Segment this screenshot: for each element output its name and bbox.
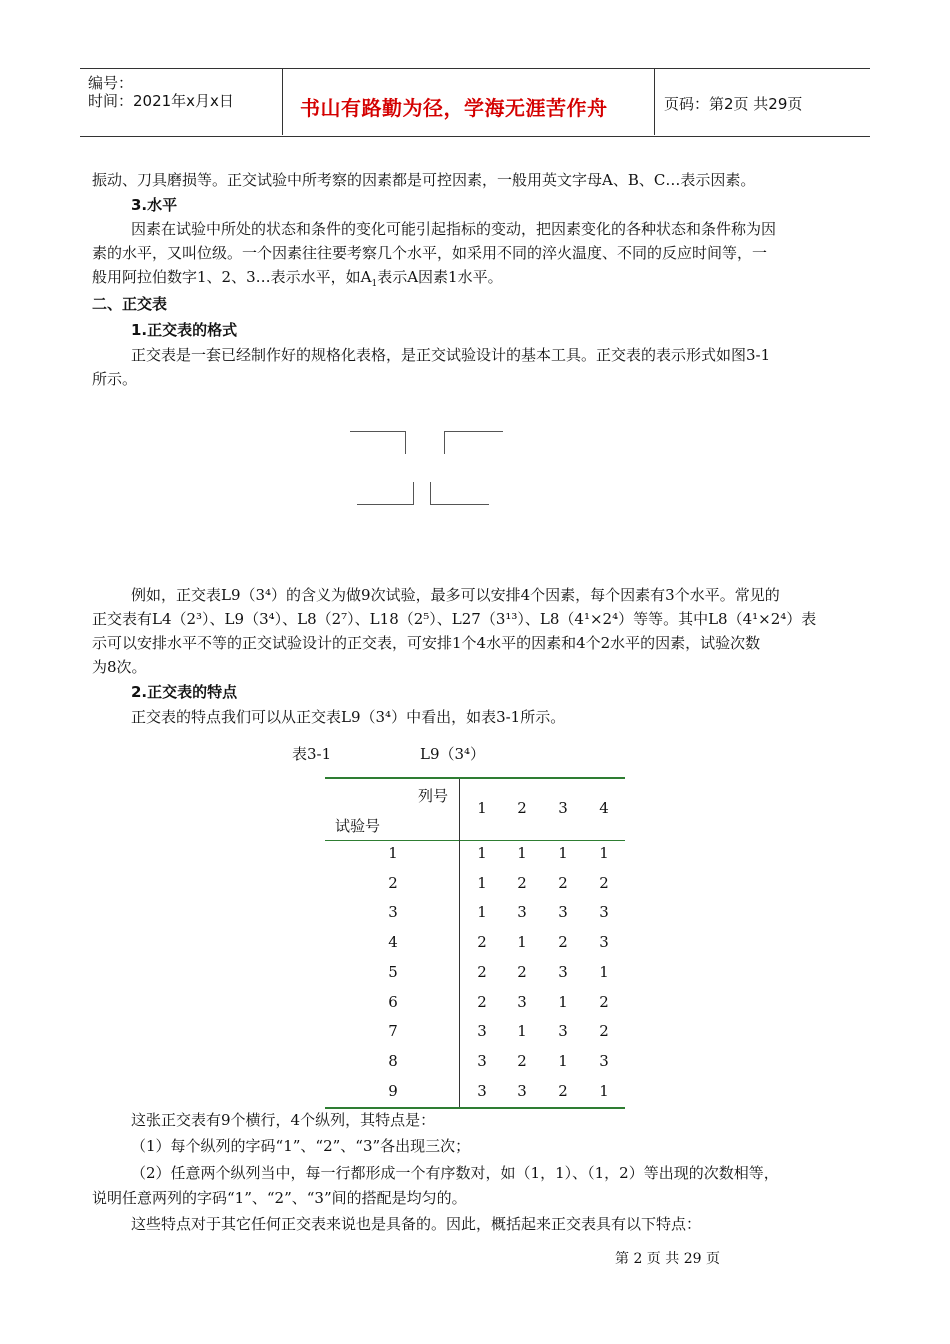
table-cell: 2: [558, 873, 568, 892]
figure-bracket: [350, 431, 406, 454]
table-cell: 2: [517, 873, 527, 892]
paragraph-level-line3: 般用阿拉伯数字1、2、3…表示水平，如$A_1$表示A因素1水平。: [92, 268, 503, 289]
table-cell: 3: [558, 962, 568, 981]
page-footer: 第 2 页 共 29 页: [615, 1251, 720, 1267]
table-cell: 1: [517, 933, 527, 952]
paragraph-example-line4: 为8次。: [92, 658, 147, 676]
trial-number: 5: [388, 962, 398, 981]
table-top-rule: [325, 777, 625, 779]
feature-item-1: （1）每个纵列的字码“1”、“2”、“3”各出现三次；: [131, 1137, 471, 1155]
table-cell: 2: [477, 992, 487, 1011]
page-info: 页码：第2页 共29页: [664, 95, 803, 113]
column-number: 1: [477, 799, 487, 817]
table-cell: 1: [477, 903, 487, 922]
trial-number: 4: [388, 933, 398, 952]
table-cell: 3: [599, 903, 609, 922]
table-cell: 3: [517, 992, 527, 1011]
table-cell: 3: [558, 903, 568, 922]
trial-number: 7: [388, 1022, 398, 1041]
table-cell: 2: [558, 933, 568, 952]
table-cell: 2: [477, 962, 487, 981]
trial-number: 2: [388, 873, 398, 892]
paragraph-level-line2: 素的水平，又叫位级。一个因素往往要考察几个水平，如采用不同的淬火温度、不同的反应时间等，一: [92, 244, 768, 262]
table-header-rule: [325, 840, 625, 841]
row-header-label: 试验号: [335, 817, 381, 835]
figure-bracket: [430, 482, 489, 505]
trial-number: 9: [388, 1081, 398, 1100]
table-cell: 1: [477, 873, 487, 892]
column-number: 2: [517, 799, 527, 817]
paragraph-level-line1: 因素在试验中所处的状态和条件的变化可能引起指标的变动，把因素变化的各种状态和条件称为因: [131, 220, 777, 238]
table-cell: 3: [477, 1022, 487, 1041]
trial-number: 3: [388, 903, 398, 922]
table-cell: 3: [477, 1051, 487, 1070]
paragraph-general-features: 这些特点对于其它任何正交表来说也是具备的。因此，概括起来正交表具有以下特点：: [131, 1215, 702, 1233]
paragraph-format-line1: 正交表是一套已经制作好的规格化表格，是正交试验设计的基本工具。正交表的表示形式如图3-1: [131, 346, 771, 364]
table-cell: 2: [599, 873, 609, 892]
table-cell: 1: [558, 1051, 568, 1070]
table-cell: 1: [558, 992, 568, 1011]
paragraph-features-intro: 正交表的特点我们可以从正交表L9（3⁴）中看出，如表3-1所示。: [131, 708, 566, 726]
table-cell: 2: [599, 1022, 609, 1041]
paragraph-table-summary: 这张正交表有9个横行，4个纵列，其特点是：: [131, 1111, 436, 1129]
trial-number: 8: [388, 1051, 398, 1070]
feature-item-2-line1: （2）任意两个纵列当中，每一行都形成一个有序数对，如（1，1）、（1，2）等出现的次数相等，: [131, 1164, 779, 1182]
trial-number: 1: [388, 844, 398, 862]
paragraph-example-line3: 示可以安排水平不等的正交试验设计的正交表，可安排1个4水平的因素和4个2水平的因素，试验次数: [92, 634, 761, 652]
column-header-label: 列号: [418, 787, 449, 805]
column-number: 4: [599, 799, 609, 817]
trial-number: 6: [388, 992, 398, 1011]
serial-label: 编号：: [88, 74, 134, 92]
heading-level: 3.水平: [131, 196, 178, 214]
table-bottom-rule: [325, 1107, 625, 1109]
paragraph-example-line1: 例如，正交表L9（3⁴）的含义为做9次试验，最多可以安排4个因素，每个因素有3个水平。常见的: [131, 586, 780, 604]
table-cell: 1: [599, 1081, 609, 1100]
table-cell: 3: [558, 1022, 568, 1041]
table-cell: 3: [517, 903, 527, 922]
table-cell: 2: [558, 1081, 568, 1100]
table-cell: 3: [599, 1051, 609, 1070]
heading-table-format: 1.正交表的格式: [131, 321, 238, 339]
table-cell: 2: [599, 992, 609, 1011]
figure-bracket: [357, 482, 414, 505]
header-motto: 书山有路勤为径，学海无涯苦作舟: [300, 96, 608, 120]
header-divider: [282, 68, 283, 135]
table-cell: 1: [517, 1022, 527, 1041]
column-number: 3: [558, 799, 568, 817]
table-cell: 1: [477, 844, 487, 862]
paragraph-format-line2: 所示。: [92, 370, 138, 388]
header-divider: [654, 68, 655, 135]
table-vertical-rule: [459, 779, 460, 1107]
table-cell: 3: [477, 1081, 487, 1100]
table-cell: 3: [599, 933, 609, 952]
table-cell: 2: [477, 933, 487, 952]
paragraph-factors-end: 振动、刀具磨损等。正交试验中所考察的因素都是可控因素，一般用英文字母A、B、C…表示因素。: [92, 171, 756, 189]
heading-table-features: 2.正交表的特点: [131, 683, 238, 701]
table-cell: 3: [517, 1081, 527, 1100]
table-cell: 1: [599, 962, 609, 981]
table-cell: 2: [517, 962, 527, 981]
table-cell: 1: [558, 844, 568, 862]
section-heading-orthogonal-table: 二、正交表: [92, 295, 168, 313]
paragraph-example-line2: 正交表有L4（2³）、L9（3⁴）、L8（2⁷）、L18（2⁵）、L27（3¹³）、L8（4¹×2⁴）等等。其中L8（4¹×2⁴）表: [92, 610, 817, 628]
date-label: 时间：2021年x月x日: [88, 92, 234, 110]
feature-item-2-line2: 说明任意两列的字码“1”、“2”、“3”间的搭配是均匀的。: [92, 1189, 467, 1207]
table-cell: 2: [517, 1051, 527, 1070]
figure-bracket: [444, 431, 503, 454]
table-cell: 1: [599, 844, 609, 862]
table-caption-number: 表3-1: [292, 745, 332, 763]
table-cell: 1: [517, 844, 527, 862]
table-caption-title: L9（3⁴）: [420, 745, 486, 763]
